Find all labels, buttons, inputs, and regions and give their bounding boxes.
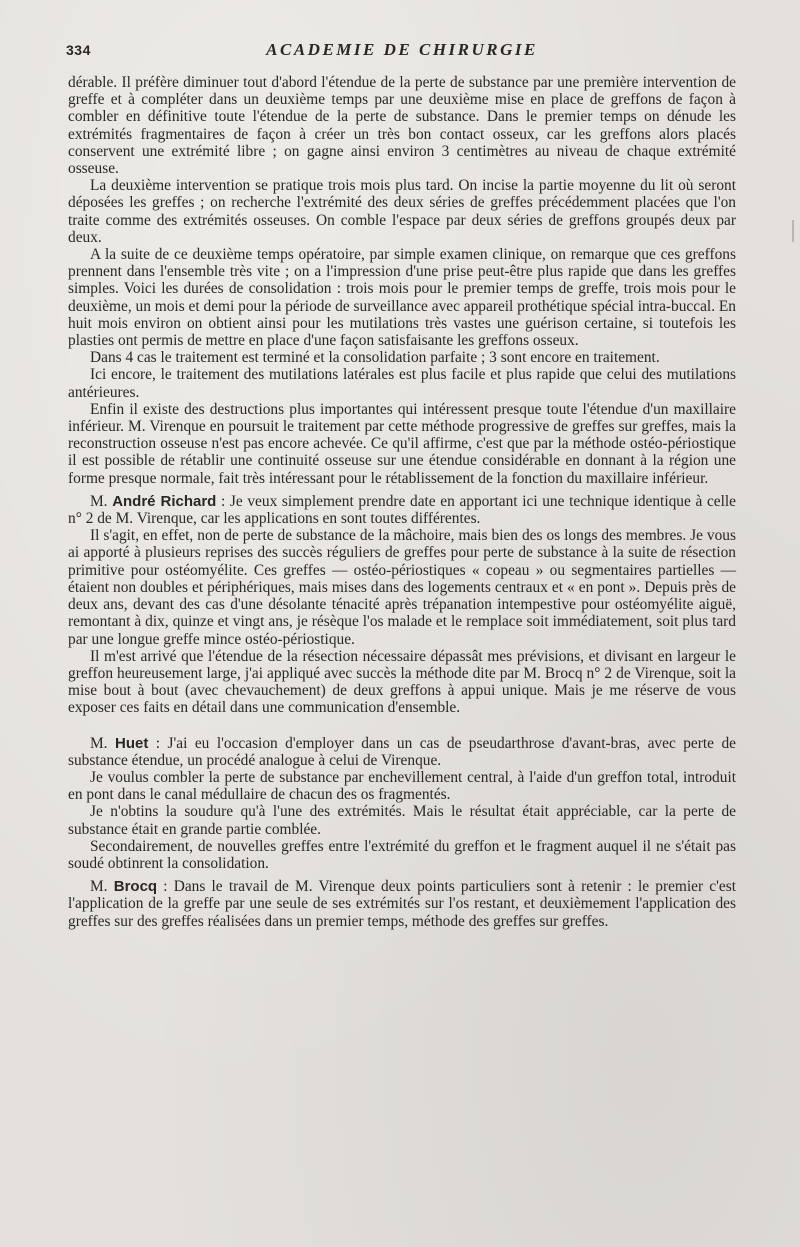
paragraph: Ici encore, le traitement des mutilations latérales est plus facile et plus rapide que celui des mutilations antérieures. [68, 366, 736, 401]
paragraph: Je voulus combler la perte de substance par enchevillement central, à l'aide d'un greffon total, introduit en pont dans le canal médullaire de chacun des os fragmentés. [68, 768, 736, 804]
speaker-name: André Richard [112, 492, 217, 510]
scan-artifact [792, 220, 794, 242]
paragraph: Enfin il existe des destructions plus importantes qui intéressent presque toute l'étendue d'un maxillaire inférieur. M. Virenque en poursuit le traitement par cette méthode progressive de greffes sur greffes, mais la reconstruction osseuse n'est pas encore achevée. Ce qu'il affirme, c'est que par la méthode ostéo-périostique il est possible de rétablir une continuité osseuse sur une étendue considérable en donnant à la région une forme presque normale, fait très intéressant pour le rétablissement de la fonction du maxillaire inférieur. [68, 400, 736, 487]
journal-title: ACADEMIE DE CHIRURGIE [266, 40, 538, 59]
paragraph: Il m'est arrivé que l'étendue de la résection nécessaire dépassât mes prévisions, et divisant en largeur le greffon heureusement large, j'ai appliqué avec succès la méthode dite par M. Brocq n° 2 de Virenque, soit la mise bout à bout (avec chevauchement) de deux greffons à appui unique. Mais je me réserve de vous exposer ces faits en détail dans une communication d'ensemble. [68, 647, 736, 717]
speaker-paragraph [68, 493, 736, 527]
paragraph: Secondairement, de nouvelles greffes entre l'extrémité du greffon et le fragment auquel il ne s'était pas soudé obtinrent la consolidation. [68, 837, 736, 872]
speaker-prefix: M. [90, 492, 108, 510]
speaker-text: : Dans le travail de M. Virenque deux points particuliers sont à retenir : le premier c'est l'application de la greffe par une seule de ses extrémités sur l'os restant, et deuxièmement l'application des greffes sur des greffes réalisées dans un premier temps, méthode des greffes sur greffes. [68, 878, 736, 930]
speaker-prefix: M. [90, 878, 108, 896]
speaker-prefix: M. [90, 734, 108, 752]
body-text [68, 74, 736, 930]
speaker-paragraph [68, 735, 736, 769]
page-number: 334 [66, 42, 91, 58]
paragraph: Je n'obtins la soudure qu'à l'une des extrémités. Mais le résultat était appréciable, car la perte de substance était en grande partie comblée. [68, 803, 736, 838]
speaker-text: : J'ai eu l'occasion d'employer dans un cas de pseudarthrose d'avant-bras, avec perte de substance étendue, un procédé analogue à celui de Virenque. [68, 734, 736, 769]
paragraph: Il s'agit, en effet, non de perte de substance de la mâchoire, mais bien des os longs des membres. Je vous ai apporté à plusieurs reprises des succès réguliers de greffes pour perte de substance à la suite de résection primitive pour ostéomyélite. Ces greffes — ostéo-périostiques « copeau » ou segmentaires partielles — étaient non doubles et périphériques, mais mises dans des logements centraux et « en pont ». Depuis près de deux ans, devant des cas d'une désolante ténacité après trépanation intempestive pour ostéomyélite aiguë, remontant à dix, quinze et vingt ans, je résèque l'os malade et le remplace soit immédiatement, soit plus tard par une longue greffe mince ostéo-périostique. [68, 527, 736, 648]
paragraph: La deuxième intervention se pratique trois mois plus tard. On incise la partie moyenne du lit où seront déposées les greffes ; on recherche l'extrémité des deux séries de greffes précédemment placées que l'on traite comme des extrémités osseuses. On comble l'espace par deux séries de greffons groupés deux par deux. [68, 177, 736, 246]
speaker-paragraph [68, 878, 736, 930]
paragraph: A la suite de ce deuxième temps opératoire, par simple examen clinique, on remarque que ces greffons prennent dans l'ensemble très vite ; on a l'impression d'une prise peut-être plus rapide que dans les greffes simples. Voici les durées de consolidation : trois mois pour le premier temps de greffe, trois mois pour le deuxième, un mois et demi pour la période de surveillance avec appareil prothétique spécial intra-buccal. En huit mois environ on obtient ainsi pour les mutilations très vastes une guérison certaine, si toutefois les plasties ont permis de mettre en place d'une façon satisfaisante les greffons osseux. [68, 246, 736, 350]
paragraph: Dans 4 cas le traitement est terminé et la consolidation parfaite ; 3 sont encore en traitement. [90, 349, 660, 367]
paragraph: dérable. Il préfère diminuer tout d'abord l'étendue de la perte de substance par une première intervention de greffe et à compléter dans un deuxième temps par une deuxième mise en place de greffons de façon à combler en définitive toute l'étendue de la perte de substance. Dans le premier temps on dénude les extrémités fragmentaires de façon à créer un très bon contact osseux, car les greffons alors placés conservent une extrémité libre ; on gagne ainsi environ 3 centimètres au niveau de chaque extrémité osseuse. [68, 74, 736, 178]
running-header [68, 40, 736, 66]
speaker-name: Brocq [113, 878, 158, 896]
speaker-text: : Je veux simplement prendre date en apportant ici une technique identique à celle n° 2 de M. Virenque, car les applications en sont toutes différentes. [68, 492, 736, 528]
speaker-name: Huet [115, 734, 149, 752]
